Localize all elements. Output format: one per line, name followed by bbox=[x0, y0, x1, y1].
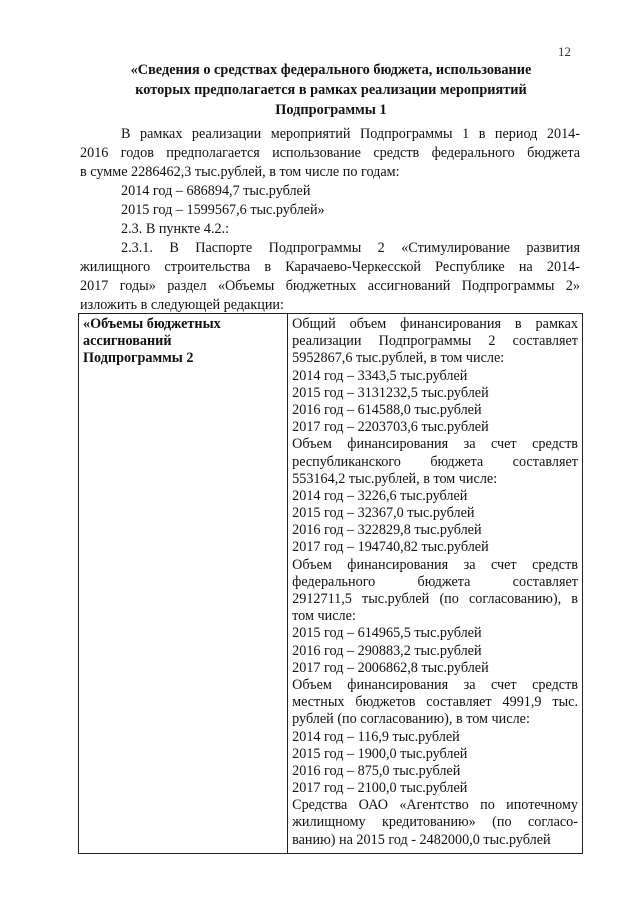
table-value-line: республиканского бюджета составляет bbox=[292, 453, 578, 470]
table-value-line: местных бюджетов составляет 4991,9 тыс. bbox=[292, 694, 578, 711]
body-line: в сумме 2286462,3 тыс.рублей, в том числе по годам: bbox=[80, 164, 400, 180]
title-line: Подпрограммы 1 bbox=[275, 102, 387, 118]
budget-allocation-table bbox=[78, 313, 583, 854]
table-value-line: 2912711,5 тыс.рублей (по согласованию), в bbox=[292, 591, 578, 607]
table-label-line: Подпрограммы 2 bbox=[83, 350, 194, 367]
table-row bbox=[79, 314, 583, 854]
table-value-line: ванию) на 2015 год - 2482000,0 тыс.рублей bbox=[292, 831, 551, 848]
table-label-line: ассигнований bbox=[83, 333, 172, 350]
section-title bbox=[80, 60, 582, 120]
body-line: 2.3. В пункте 4.2.: bbox=[121, 221, 230, 237]
body-line: 2014 год – 686894,7 тыс.рублей bbox=[121, 183, 311, 199]
body-line: изложить в следующей редакции: bbox=[80, 297, 284, 313]
table-value-line: федерального бюджета составляет bbox=[292, 573, 578, 590]
body-text bbox=[80, 125, 580, 315]
body-line: 2017 годы» раздел «Объемы бюджетных ассигнований Подпрограммы 2» bbox=[80, 278, 580, 294]
table-value-line: 553164,2 тыс.рублей, в том числе: bbox=[292, 470, 498, 487]
table-value-line: 2014 год – 3226,6 тыс.рублей bbox=[292, 487, 468, 504]
body-line: 2.3.1. В Паспорте Подпрограммы 2 «Стимулирование развития bbox=[121, 240, 580, 256]
table-label-line: «Объемы бюджетных bbox=[83, 316, 221, 332]
table-value-line: 2014 год – 116,9 тыс.рублей bbox=[292, 728, 460, 745]
table-value-line: Средства ОАО «Агентство по ипотечному bbox=[292, 797, 578, 814]
table-value-line: Объем финансирования за счет средств bbox=[292, 676, 578, 693]
table-value-line: 2016 год – 290883,2 тыс.рублей bbox=[292, 642, 482, 659]
table-value-line: 2016 год – 875,0 тыс.рублей bbox=[292, 762, 461, 779]
table-value-line: 2017 год – 2006862,8 тыс.рублей bbox=[292, 659, 489, 676]
table-value-line: Объем финансирования за счет средств bbox=[292, 556, 578, 573]
table-value-line: 2015 год – 3131232,5 тыс.рублей bbox=[292, 384, 489, 401]
table-value-line: 2015 год – 1900,0 тыс.рублей bbox=[292, 745, 468, 762]
body-line: 2015 год – 1599567,6 тыс.рублей» bbox=[121, 202, 325, 218]
page-number: 12 bbox=[558, 44, 571, 59]
table-value-line: 2014 год – 3343,5 тыс.рублей bbox=[292, 367, 468, 384]
title-line: «Сведения о средствах федерального бюджета, использование bbox=[130, 62, 532, 78]
table-value-line: Объем финансирования за счет средств bbox=[292, 436, 578, 453]
table-value-line: 5952867,6 тыс.рублей, в том числе: bbox=[292, 350, 505, 367]
body-line: В рамках реализации мероприятий Подпрограммы 1 в период 2014- bbox=[121, 126, 580, 142]
table-value-line: рублей (по согласованию), в том числе: bbox=[292, 711, 530, 728]
table-value-line: 2017 год – 194740,82 тыс.рублей bbox=[292, 539, 489, 556]
table-label-cell bbox=[79, 314, 288, 854]
table-value-line: 2015 год – 32367,0 тыс.рублей bbox=[292, 505, 475, 522]
table-value-line: 2015 год – 614965,5 тыс.рублей bbox=[292, 625, 482, 642]
table-value-line: Общий объем финансирования в рамках bbox=[292, 316, 578, 332]
table-value-line: 2017 год – 2100,0 тыс.рублей bbox=[292, 780, 468, 797]
body-line: жилищного строительства в Карачаево-Черкесской Республике на 2014- bbox=[80, 259, 580, 275]
table-value-line: том числе: bbox=[292, 608, 356, 625]
title-line: которых предполагается в рамках реализации мероприятий bbox=[135, 82, 527, 98]
table-value-line: 2016 год – 322829,8 тыс.рублей bbox=[292, 522, 482, 539]
table-value-line: жилищному кредитованию» (по согласо- bbox=[292, 814, 578, 831]
body-line: 2016 годов предполагается использование средств федерального бюджета bbox=[80, 145, 580, 161]
table-value-line: 2017 год – 2203703,6 тыс.рублей bbox=[292, 419, 489, 436]
table-value-cell bbox=[288, 314, 583, 854]
table-value-line: реализации Подпрограммы 2 составляет bbox=[292, 333, 578, 350]
table-value-line: 2016 год – 614588,0 тыс.рублей bbox=[292, 401, 482, 418]
